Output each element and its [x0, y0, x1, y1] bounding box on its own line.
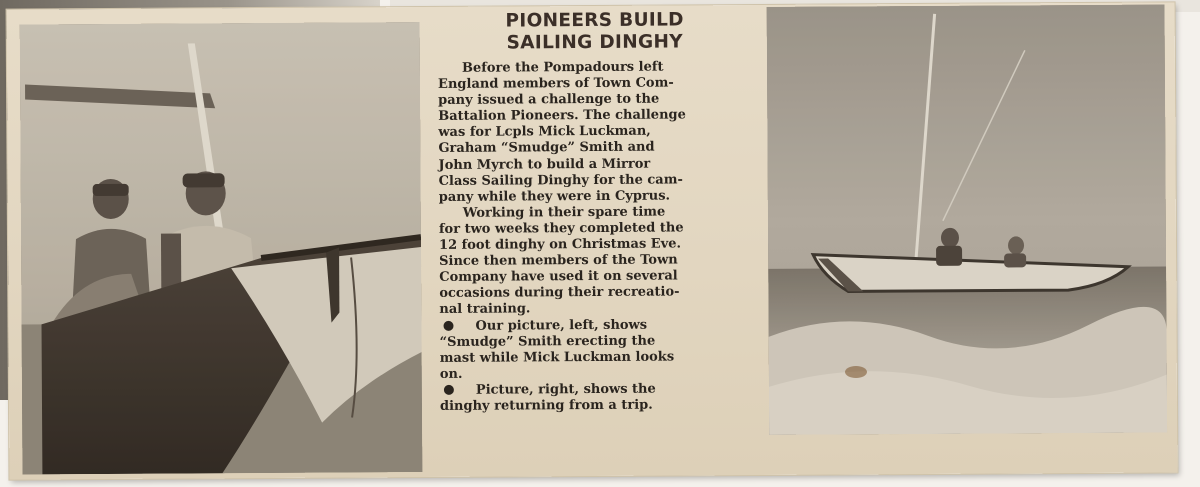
caption-line: dinghy returning from a trip.: [439, 397, 653, 414]
caption-text: Our picture, left, shows: [475, 317, 648, 334]
body-line: pany issued a challenge to the: [438, 91, 660, 109]
body-line: Graham “Smudge” Smith and: [438, 140, 655, 157]
body-line: was for Lcpls Mick Luckman,: [438, 124, 651, 141]
bullet-icon: [444, 385, 454, 395]
body-line: John Myrch to build a Mirror: [438, 156, 651, 173]
headline-line-1: PIONEERS BUILD: [505, 9, 684, 32]
article-body: [438, 59, 758, 415]
caption-line: on.: [439, 366, 463, 382]
body-line: Class Sailing Dinghy for the cam-: [438, 172, 683, 189]
caption-line: [440, 381, 758, 399]
caption-line: “Smudge” Smith erecting the: [439, 333, 656, 350]
article-column: [430, 7, 763, 469]
caption-line: mast while Mick Luckman looks: [439, 349, 675, 366]
body-line: occasions during their recreatio-: [439, 284, 680, 302]
paper-stain: [845, 366, 867, 378]
body-line: Working in their spare time: [462, 204, 666, 221]
body-line: Before the Pompadours left: [461, 59, 664, 76]
photo-right-image: [767, 4, 1168, 434]
caption-line: [439, 316, 757, 334]
body-line: Since then members of the Town: [439, 252, 678, 270]
photo-left-mast-erecting: [20, 22, 423, 474]
photo-right-dinghy-returning: [767, 4, 1168, 434]
body-line: England members of Town Com-: [437, 75, 674, 93]
newspaper-clipping: [7, 2, 1178, 479]
caption-text: Picture, right, shows the: [475, 381, 656, 398]
body-line: for two weeks they completed the: [438, 220, 684, 237]
bullet-icon: [443, 320, 453, 330]
body-line: Company have used it on several: [439, 268, 678, 286]
article-headline: [430, 9, 760, 55]
headline-line-2: SAILING DINGHY: [506, 31, 683, 54]
body-line: 12 foot dinghy on Christmas Eve.: [438, 236, 682, 253]
body-line: Battalion Pioneers. The challenge: [438, 107, 686, 125]
body-line: nal training.: [439, 301, 531, 318]
body-line: pany while they were in Cyprus.: [438, 188, 671, 205]
photo-left-image: [20, 22, 423, 474]
